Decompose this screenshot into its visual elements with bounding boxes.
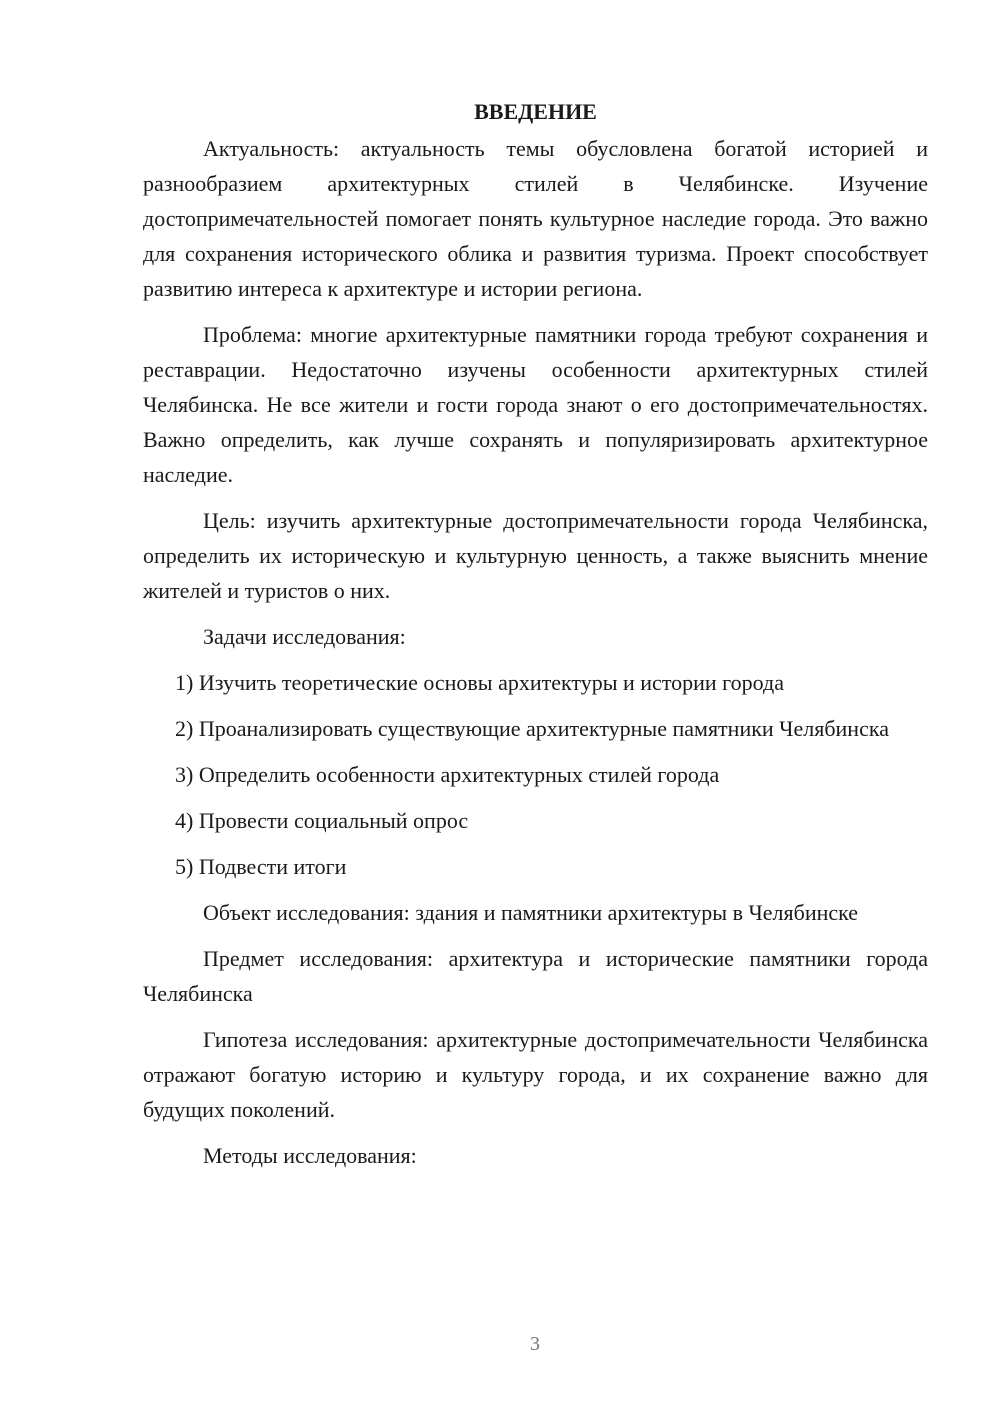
hypothesis-paragraph: Гипотеза исследования: архитектурные достопримечательности Челябинска отражают богатую историю и культуру города, и их сохранение важно для будущих поколений. [143,1027,928,1122]
relevance-paragraph: Актуальность: актуальность темы обусловлена богатой историей и разнообразием архитектурных стилей в Челябинске. Изучение достопримечательностей помогает понять культурное наследие города. Это важно для сохранения исторического облика и развития туризма. Проект способствует развитию интереса к архитектуре и истории региона. [143,136,928,301]
task-item-5: 5) Подвести итоги [175,854,347,879]
problem-paragraph: Проблема: многие архитектурные памятники города требуют сохранения и реставрации. Недостаточно изучены особенности архитектурных стилей Челябинска. Не все жители и гости города знают о его достопримечательностях. Важно определить, как лучше сохранять и популяризировать архитектурное наследие. [143,322,928,487]
object-paragraph: Объект исследования: здания и памятники архитектуры в Челябинске [203,900,859,925]
task-item-3: 3) Определить особенности архитектурных стилей города [175,762,720,787]
tasks-heading: Задачи исследования: [203,624,406,649]
task-item-1: 1) Изучить теоретические основы архитектуры и истории города [175,670,784,695]
goal-paragraph: Цель: изучить архитектурные достопримечательности города Челябинска, определить их историческую и культурную ценность, а также выяснить мнение жителей и туристов о них. [143,508,928,603]
page-title: ВВЕДЕНИЕ [474,99,597,124]
subject-paragraph: Предмет исследования: архитектура и исторические памятники города Челябинска [143,946,928,1006]
page-number: 3 [530,1333,540,1355]
task-item-2: 2) Проанализировать существующие архитектурные памятники Челябинска [175,716,889,741]
page-content [143,94,928,1173]
task-item-4: 4) Провести социальный опрос [175,808,469,833]
methods-heading: Методы исследования: [203,1143,417,1168]
